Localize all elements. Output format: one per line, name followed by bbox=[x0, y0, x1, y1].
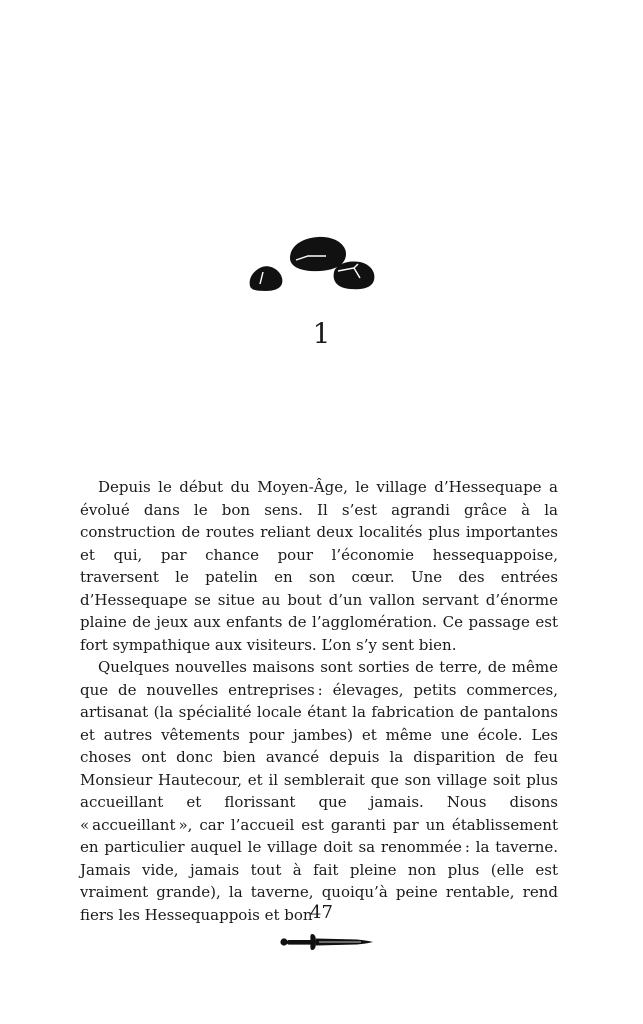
page-number: 47 bbox=[310, 902, 333, 923]
paragraph: Quelques nouvelles maisons sont sorties de terre, de même que de nouvelles entreprises : élevages, petits commerces, artisanat (la spécialité locale étant la fabrication de pantalons et autres vêtements pour jambes) et même une école. Les choses ont donc bien avancé depuis la disparition de feu Monsieur Hautecour, et il semblerait que son village soit plus accueillant et florissant que jamais. Nous disons « accueillant », car l’accueil est garanti par un établissement en particulier auquel le village doit sa renommée : la taverne. Jamais vide, jamais tout à fait pleine non plus (elle est vraiment grande), la taverne, quoiqu’à peine rentable, rend fiers les Hessequappois et bon bbox=[80, 658, 558, 924]
chapter-number: 1 bbox=[312, 317, 331, 350]
paragraph: Depuis le début du Moyen-Âge, le village d’Hessequape a évolué dans le bon sens. Il s’est agrandi grâce à la construction de routes reliant deux localités plus importantes et qui, par chance pour l’économie hessequappoise, traversent le patelin en son cœur. Une des entrées d’Hessequape se situe au bout d’un vallon servant d’énorme plaine de jeux aux enfants de l’agglomération. Ce passage est fort sympathique aux visiteurs. L’on s’y sent bien. bbox=[80, 478, 558, 654]
stones-icon bbox=[246, 234, 378, 294]
body-text bbox=[80, 476, 558, 926]
dagger-icon bbox=[279, 931, 374, 953]
